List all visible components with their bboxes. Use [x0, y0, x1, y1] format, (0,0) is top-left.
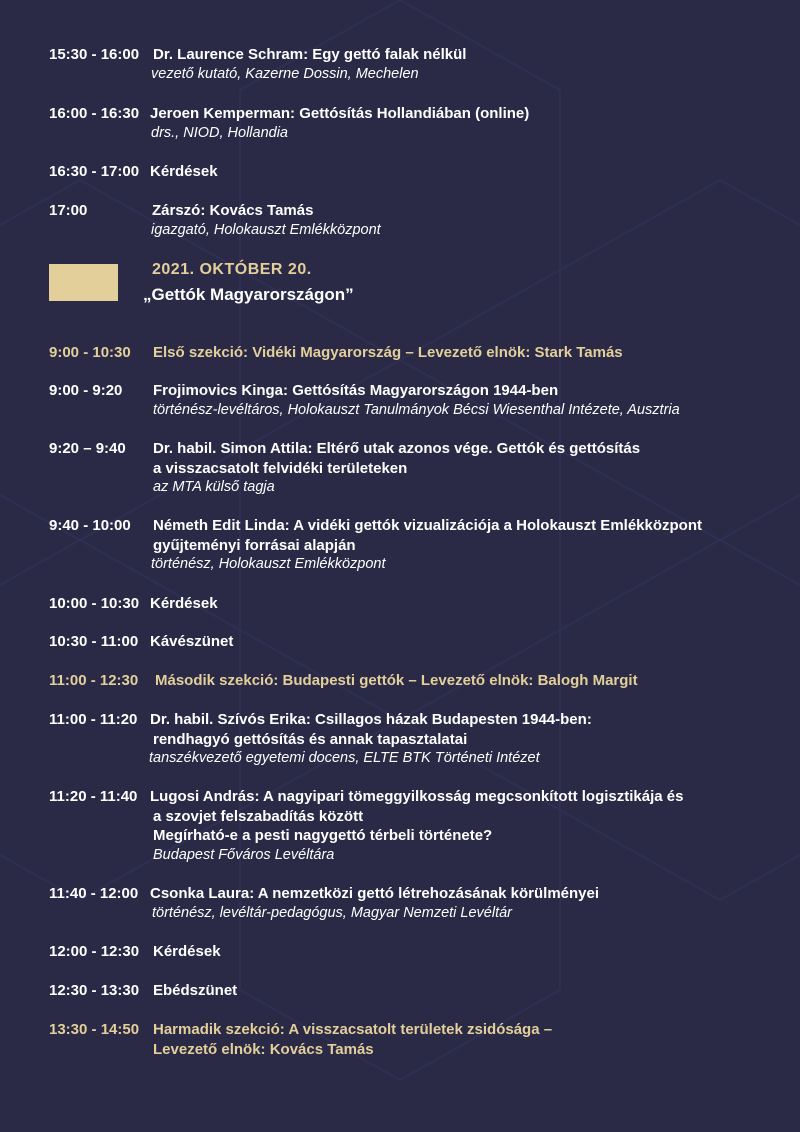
date-marker-box	[49, 264, 118, 301]
entry-title-line2: gyűjteményi forrásai alapján	[153, 536, 356, 554]
entry-time: 9:40 - 10:00	[49, 517, 131, 534]
entry-time: 11:00 - 11:20	[49, 711, 138, 728]
day-date: 2021. OKTÓBER 20.	[152, 261, 312, 278]
entry-title-line3: Megírható-e a pesti nagygettó térbeli története?	[153, 827, 493, 844]
entry-time: 15:30 - 16:00	[49, 46, 140, 63]
entry-subtitle: az MTA külső tagja	[153, 479, 275, 495]
entry-subtitle: tanszékvezető egyetemi docens, ELTE BTK Történeti Intézet	[149, 750, 540, 766]
entry-title: Jeroen Kemperman: Gettósítás Hollandiában (online)	[150, 105, 530, 122]
entry-time: 12:30 - 13:30	[49, 982, 140, 999]
entry-title: Dr. habil. Simon Attila: Eltérő utak azonos vége. Gettók és gettósítás	[153, 440, 641, 457]
entry-title: Zárszó: Kovács Tamás	[152, 202, 314, 219]
entry-time: 10:00 - 10:30	[49, 595, 140, 612]
section-title: Második szekció: Budapesti gettók – Levezető elnök: Balogh Margit	[155, 672, 638, 689]
entry-title: Németh Edit Linda: A vidéki gettók vizualizációja a Holokauszt Emlékközpont	[153, 517, 702, 534]
entry-time: 9:00 - 9:20	[49, 382, 123, 399]
entry-time: 16:30 - 17:00	[49, 163, 140, 180]
entry-title: Kérdések	[150, 163, 218, 180]
entry-time: 9:20 – 9:40	[49, 440, 126, 457]
entry-time: 16:00 - 16:30	[49, 105, 140, 122]
entry-time: 17:00	[49, 202, 88, 219]
entry-time: 9:00 - 10:30	[49, 344, 131, 361]
section-title: Első szekció: Vidéki Magyarország – Levezető elnök: Stark Tamás	[153, 344, 623, 361]
entry-title-line2: a visszacsatolt felvidéki területeken	[153, 459, 408, 477]
entry-subtitle: drs., NIOD, Hollandia	[151, 124, 288, 141]
entry-title: Ebédszünet	[153, 982, 238, 999]
section-title-line2: Levezető elnök: Kovács Tamás	[153, 1040, 374, 1058]
entry-title: Dr. Laurence Schram: Egy gettó falak nélkül	[153, 46, 467, 63]
entry-time: 12:00 - 12:30	[49, 943, 140, 960]
entry-time: 11:00 - 12:30	[49, 672, 139, 689]
entry-subtitle: történész-levéltáros, Holokauszt Tanulmányok Bécsi Wiesenthal Intézete, Ausztria	[153, 401, 680, 418]
entry-title-line2: a szovjet felszabadítás között	[153, 807, 364, 825]
entry-time: 11:20 - 11:40	[49, 788, 138, 805]
entry-title: Csonka Laura: A nemzetközi gettó létrehozásának körülményei	[150, 885, 600, 902]
entry-subtitle: vezető kutató, Kazerne Dossin, Mechelen	[151, 65, 419, 82]
entry-subtitle: Budapest Főváros Levéltára	[153, 846, 335, 863]
entry-title: Kávészünet	[150, 633, 234, 650]
entry-subtitle: történész, levéltár-pedagógus, Magyar Nemzeti Levéltár	[152, 904, 513, 921]
entry-subtitle: igazgató, Holokauszt Emlékközpont	[151, 221, 381, 238]
entry-title: Kérdések	[153, 943, 221, 960]
entry-title-line2: rendhagyó gettósítás és annak tapasztalatai	[153, 730, 468, 748]
entry-subtitle: történész, Holokauszt Emlékközpont	[151, 556, 386, 572]
entry-time: 13:30 - 14:50	[49, 1021, 140, 1038]
entry-title: Dr. habil. Szívós Erika: Csillagos házak Budapesten 1944-ben:	[150, 711, 592, 728]
entry-time: 11:40 - 12:00	[49, 885, 139, 902]
entry-title: Frojimovics Kinga: Gettósítás Magyarországon 1944-ben	[153, 382, 559, 399]
entry-time: 10:30 - 11:00	[49, 633, 139, 650]
day-title: „Gettók Magyarországon”	[143, 285, 354, 304]
section-title: Harmadik szekció: A visszacsatolt területek zsidósága –	[153, 1021, 553, 1038]
entry-title: Lugosi András: A nagyipari tömeggyilkosság megcsonkított logisztikája és	[150, 788, 684, 805]
entry-title: Kérdések	[150, 595, 218, 612]
